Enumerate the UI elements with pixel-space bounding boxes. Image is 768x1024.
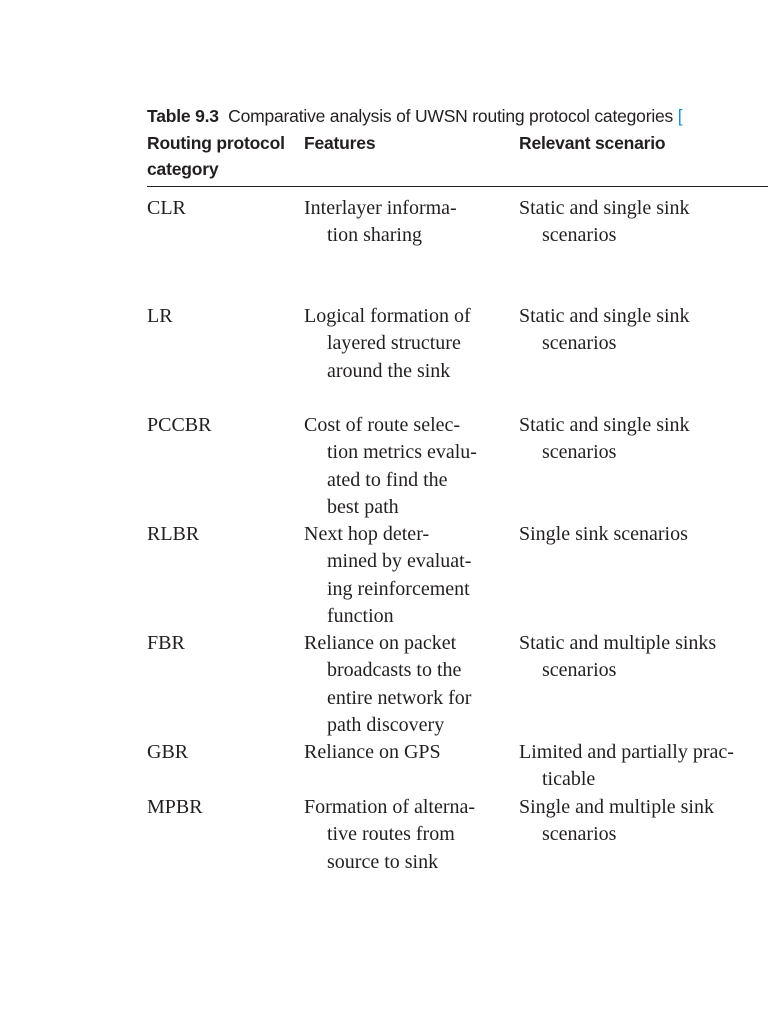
cell-line: Single and multiple sink	[519, 796, 714, 818]
cell-line: Limited and partially prac-	[519, 741, 734, 763]
cell-category: LR	[147, 305, 173, 327]
cell-features	[304, 195, 514, 250]
cell-line: Logical formation of	[304, 305, 471, 327]
cell-line: mined by evaluat-	[327, 550, 472, 573]
cell-features	[304, 303, 514, 385]
cell-line: source to sink	[327, 850, 439, 873]
header-relevant-scenario: Relevant scenario	[519, 133, 666, 153]
cell-category: RLBR	[147, 523, 200, 545]
cell-scenario	[519, 739, 768, 794]
cell-category: MPBR	[147, 796, 203, 818]
cell-features	[304, 630, 514, 739]
cell-features	[304, 521, 514, 630]
cell-line: Interlayer informa-	[304, 197, 457, 219]
cell-line: Formation of alterna-	[304, 796, 476, 818]
cell-line: Static and single sink	[519, 197, 690, 219]
cell-line: function	[327, 604, 394, 627]
cell-line: Cost of route selec-	[304, 414, 461, 436]
cell-line: entire network for	[327, 686, 472, 709]
cell-line: tion metrics evalu-	[327, 441, 477, 464]
cell-line: broadcasts to the	[327, 659, 462, 682]
cell-features	[304, 412, 514, 521]
cell-category: CLR	[147, 197, 186, 219]
citation-link[interactable]: [	[677, 106, 683, 126]
cell-category: GBR	[147, 741, 189, 763]
cell-line: scenarios	[542, 441, 617, 464]
cell-line: ated to find the	[327, 468, 448, 491]
cell-line: Static and multiple sinks	[519, 632, 717, 654]
cell-line: Static and single sink	[519, 305, 690, 327]
cell-scenario	[519, 794, 768, 849]
cell-line: scenarios	[542, 659, 617, 682]
cell-line: around the sink	[327, 359, 451, 382]
cell-line: path discovery	[327, 713, 445, 736]
table-caption-text: Comparative analysis of UWSN routing protocol categories	[228, 106, 674, 126]
cell-line: Reliance on GPS	[304, 741, 441, 763]
cell-line: scenarios	[542, 332, 617, 355]
cell-features	[304, 794, 514, 876]
cell-line: ing reinforcement	[327, 577, 470, 600]
cell-scenario	[519, 195, 768, 250]
cell-scenario	[519, 303, 768, 358]
header-rule	[147, 186, 768, 187]
cell-line: scenarios	[542, 823, 617, 846]
header-features: Features	[304, 133, 376, 153]
cell-line: ticable	[542, 768, 596, 791]
cell-line: tive routes from	[327, 823, 455, 846]
cell-features	[304, 739, 514, 766]
cell-scenario	[519, 630, 768, 685]
cell-category: FBR	[147, 632, 185, 654]
cell-line: Single sink scenarios	[519, 523, 688, 545]
cell-category: PCCBR	[147, 414, 212, 436]
cell-line: Static and single sink	[519, 414, 690, 436]
table-caption-label: Table 9.3	[147, 106, 219, 126]
table-caption	[147, 104, 768, 128]
cell-line: Reliance on packet	[304, 632, 457, 654]
cell-line: Next hop deter-	[304, 523, 430, 545]
cell-scenario	[519, 521, 768, 548]
cell-line: scenarios	[542, 224, 617, 247]
cell-scenario	[519, 412, 768, 467]
cell-line: best path	[327, 495, 399, 518]
cell-line: layered structure	[327, 332, 461, 355]
cell-line: tion sharing	[327, 224, 422, 247]
header-routing-protocol-category: Routing protocol category	[147, 133, 285, 179]
